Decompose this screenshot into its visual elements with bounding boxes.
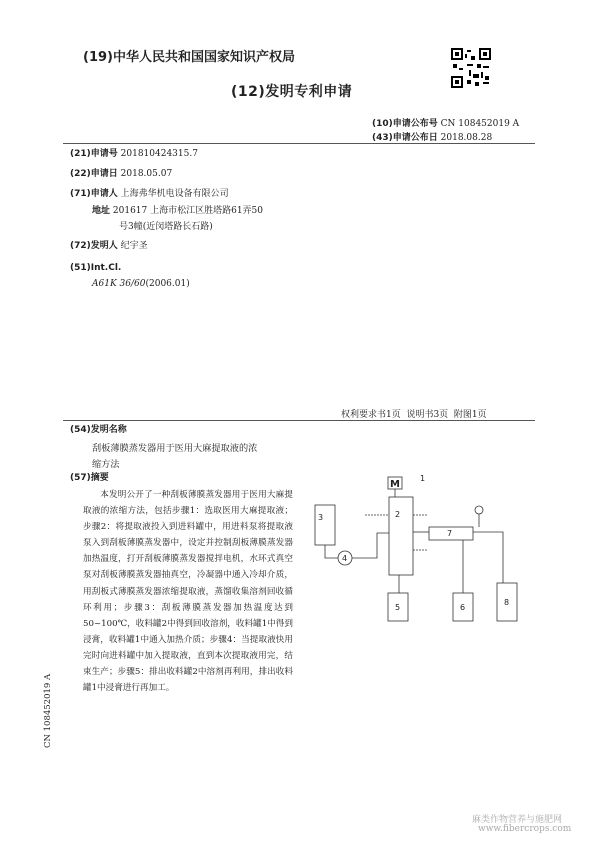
publication-date: 2018.08.28 (440, 133, 493, 143)
figure-label-2: 2 (395, 510, 401, 519)
address-line-2: 号3幢(近闵塔路长石路) (119, 222, 213, 232)
application-date-row (70, 168, 172, 180)
header-rule (63, 143, 535, 144)
intcl-label-text: (51)Int.Cl. (70, 263, 122, 273)
publication-number-label: (10)申请公布号 (372, 119, 438, 129)
title-label: (54)发明名称 (70, 425, 127, 435)
intcl-label (70, 262, 121, 274)
invention-title-line-1: 刮板薄膜蒸发器用于医用大麻提取液的浓 (92, 443, 258, 454)
figure-label-6: 6 (460, 603, 466, 612)
application-date-label: (22)申请日 (70, 169, 118, 179)
application-date: 2018.05.07 (120, 169, 173, 179)
feed-tank (315, 505, 335, 545)
side-number-text: CN 108452019 A (43, 673, 53, 748)
inventor: 纪宇圣 (120, 241, 148, 251)
address-row (92, 205, 263, 217)
watermark-line-2: www.fibercrops.com (478, 824, 572, 834)
abstract-text: 本发明公开了一种刮板薄膜蒸发器用于医用大麻提取液的浓缩方法，包括步骤1：选取医用大麻提取液；步骤2：将提取液投入到进料罐中，用进料泵将提取液泵入到刮板薄膜蒸发器中，设定并控制刮板薄膜蒸发器加热温度，打开刮板薄膜蒸发器搅拌电机，水环式真空泵对刮板薄膜蒸发器抽真空，冷凝器中通入冷却介质，用刮板式薄膜蒸发器浓缩提取液，蒸馏收集溶剂回收循环利用；步骤3：刮板薄膜蒸发器加热温度达到50~100℃，收料罐2中得到回收溶剂，收料罐1中得到浸膏，收料罐1中通入加热介质；步骤4：当提取液快用完时向进料罐中加入提取液，直到本次提取液用完，结束生产；步骤5：排出收料罐2中溶剂再利用，排出收料罐1中浸膏进行再加工。 (83, 490, 293, 694)
side-publication-number (40, 660, 54, 750)
figure-label-8: 8 (504, 598, 510, 607)
abstract-label-row (70, 472, 109, 484)
applicant-row (70, 188, 229, 200)
address-label: 地址 (92, 206, 111, 216)
intcl-row (92, 278, 190, 290)
inventor-row (70, 240, 148, 252)
summary-rule (63, 420, 535, 421)
invention-title-line-2: 缩方法 (92, 459, 120, 470)
figure-label-3: 3 (318, 513, 324, 522)
figure-label-5: 5 (395, 603, 401, 612)
title-label-row (70, 424, 127, 436)
publication-number-row (372, 116, 519, 129)
publication-date-label: (43)申请公布日 (372, 133, 438, 143)
office-name: (19)中华人民共和国国家知识产权局 (83, 50, 295, 65)
inventor-label: (72)发明人 (70, 241, 118, 251)
evaporator-column (389, 497, 413, 575)
applicant-label: (71)申请人 (70, 189, 118, 199)
figure-label-1: 1 (420, 475, 426, 483)
abstract-label: (57)摘要 (70, 473, 109, 483)
watermark-line-1: 麻类作物营养与施肥网 (472, 815, 563, 825)
qr-code (451, 48, 491, 88)
publication-date-row (372, 130, 492, 143)
publication-number: CN 108452019 A (440, 119, 520, 129)
figure-label-4: 4 (342, 554, 348, 563)
address-line-1: 201617 上海市松江区胜塔路61弄50 (112, 206, 264, 216)
intcl-code: A61K 36/60 (92, 279, 146, 289)
applicant: 上海弗华机电设备有限公司 (120, 189, 229, 199)
intcl-version: (2006.01) (145, 279, 190, 289)
process-diagram (305, 475, 535, 625)
application-number: 201810424315.7 (120, 149, 198, 159)
application-number-row (70, 148, 198, 160)
document-type: (12)发明专利申请 (231, 84, 353, 100)
motor-label: M (390, 479, 400, 490)
page-summary: 权利要求书1页 说明书3页 附图1页 (341, 410, 487, 420)
figure-label-7: 7 (447, 529, 453, 538)
application-number-label: (21)申请号 (70, 149, 118, 159)
